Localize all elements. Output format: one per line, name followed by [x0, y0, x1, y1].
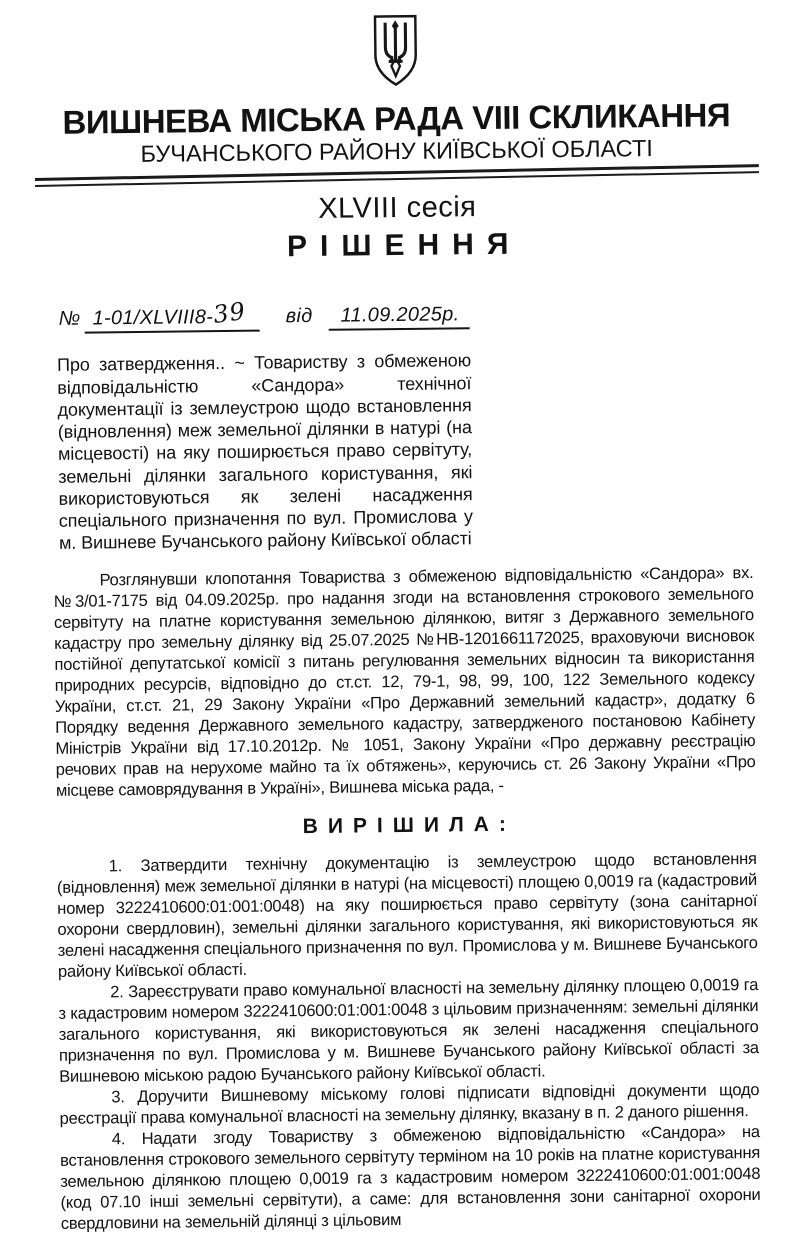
decision-number-printed: 1-01/XLVIII8- [92, 306, 214, 330]
resolution-item-2: 2. Зареєструвати право комунальної власності на земельну ділянку площею 0,0019 га з кадастровим номером 3222410600:01:001:0048 з цільовим призначенням: земельні ділянки загального користування, які використовуються як зелені насадження спеціального призначення по вул. Промислова у м. Вишневе Бучанського району Київської області за Вишневою міською радою Бучанського району Київської області. [58, 975, 759, 1087]
date-preposition: від [285, 305, 313, 328]
subject-paragraph: Про затвердження.. ~ Товариству з обмеженою відповідальністю «Сандора» технічної документації із землеустрою щодо встановлення (відновлення) меж земельної ділянки в натурі (на місцевості) на яку поширюється право сервітуту, земельні ділянки загального користування, які використовуються як зелені насадження спеціального призначення по вул. Промислова у м. Вишневе Бучанського району Київської області [56, 350, 473, 553]
decision-title: РІШЕННЯ [286, 228, 522, 264]
decision-number [84, 297, 260, 334]
resolution-items [5, 848, 800, 1235]
resolution-item-3: 3. Доручити Вишневому міському голові підписати відповідні документи щодо реєстрації права комунальної власності на земельну ділянку, вказану в п. 2 даного рішення. [59, 1080, 760, 1129]
decision-date: 11.09.2025р. [328, 304, 469, 332]
resolution-heading: ВИРІШИЛА: [302, 813, 517, 839]
ukraine-trident-emblem-icon [364, 12, 427, 93]
emblem-container [0, 0, 796, 103]
decision-number-line [58, 295, 798, 334]
council-subtitle: БУЧАНСЬКОГО РАЙОНУ КИЇВСЬКОЇ ОБЛАСТІ [140, 134, 653, 167]
handwritten-decision-number: 39 [211, 297, 248, 330]
preamble-paragraph: Розглянувши клопотання Товариства з обмеженою відповідальністю «Сандора» вх.№3/01-7175 від 04.09.2025р. про надання згоди на встановлення строкового земельного сервітуту на платне користування земельною ділянкою, витяг з Державного земельного кадастру про земельну ділянку від 25.07.2025 №НВ-1201661172025, враховуючи висновок постійної депутатської комісії з питань регулювання земельних відносин та використання природних ресурсів, відповідно до ст.ст. 12, 79-1, 98, 99, 100, 122 Земельного кодексу України, ст.ст. 21, 29 Закону України «Про Державний земельний кадастр», додатку 6 Порядку ведення Державного земельного кадастру, затвердженого постановою Кабінету Міністрів України від 17.10.2012р. № 1051, Закону України «Про державну реєстрацію речових прав на нерухоме майно та їх обтяжень», керуючись ст. 26 Закону України «Про місцеве самоврядування в Україні», Вишнева міська рада, - [53, 563, 756, 801]
session-title: XLVIII сесія [318, 191, 477, 226]
header-divider [35, 165, 759, 188]
council-title: ВИШНЕВА МІСЬКА РАДА VIII СКЛИКАННЯ [62, 96, 731, 141]
numero-sign: № [58, 308, 81, 331]
resolution-item-1: 1. Затвердити технічну документацію із землеустрою щодо встановлення (відновлення) меж земельної ділянки в натурі (на місцевості) площею 0,0019 га (кадастровий номер 3222410600:01:001:0048) на яку поширюється право сервітуту (зона санітарної охорони свердловин), земельні ділянки загального користування, які використовуються як зелені насадження спеціального призначення по вул. Промислова у м. Вишневе Бучанського району Київської області. [56, 849, 758, 982]
resolution-item-4: 4. Надати згоду Товариству з обмеженою відповідальністю «Сандора» на встановлення строкового земельного сервітуту терміном на 10 років на платне користування земельною ділянкою площею 0,0019 га з кадастровим номером 3222410600:01:001:0048 (код 07.10 інші земельні сервітути), а саме: для встановлення зони санітарної охорони свердловини на земельній ділянці з цільовим [59, 1122, 761, 1234]
